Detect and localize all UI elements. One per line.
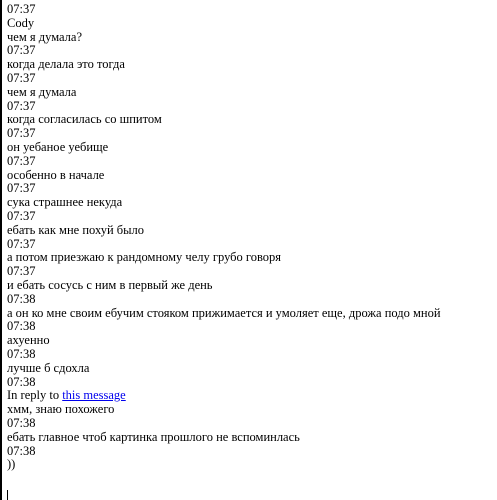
message xyxy=(7,320,493,348)
message-text: ебать главное чтоб картинка прошлого не вспоминлась xyxy=(7,430,300,444)
message xyxy=(7,127,493,155)
message xyxy=(7,3,493,44)
message xyxy=(7,376,493,417)
message xyxy=(7,72,493,100)
message-time: 07:37 xyxy=(7,154,36,168)
left-border xyxy=(0,0,2,500)
reply-prefix: In reply to xyxy=(7,389,63,403)
message-text: а потом приезжаю к рандомному челу грубо говоря xyxy=(7,251,282,265)
message xyxy=(7,210,493,238)
message-time: 07:37 xyxy=(7,127,36,141)
message xyxy=(7,182,493,210)
message-time: 07:38 xyxy=(7,444,36,458)
message xyxy=(7,293,493,321)
message xyxy=(7,348,493,376)
text-cursor xyxy=(7,490,8,500)
message-time: 07:38 xyxy=(7,375,36,389)
message-time: 07:37 xyxy=(7,3,36,16)
message-time: 07:37 xyxy=(7,237,36,251)
message-text: хмм, знаю похожего xyxy=(7,403,115,417)
message xyxy=(7,155,493,183)
message xyxy=(7,238,493,266)
message-text: он уебаное уебище xyxy=(7,140,109,154)
message-time: 07:38 xyxy=(7,347,36,361)
message xyxy=(7,265,493,293)
message-time: 07:37 xyxy=(7,182,36,196)
message xyxy=(7,445,493,473)
message-text: сука страшнее некуда xyxy=(7,196,123,210)
message xyxy=(7,417,493,445)
message-time: 07:37 xyxy=(7,265,36,279)
message-time: 07:37 xyxy=(7,209,36,223)
message-text: и ебать сосусь с ним в первый же день xyxy=(7,278,213,292)
message-text: лучше б сдохла xyxy=(7,361,90,375)
message-text: а он ко мне своим ебучим стояком прижимается и умоляет еще, дрожа подо мной xyxy=(7,306,441,320)
message-time: 07:38 xyxy=(7,292,36,306)
message-author: Cody xyxy=(7,16,35,30)
message-time: 07:38 xyxy=(7,416,36,430)
message-text: )) xyxy=(7,458,16,472)
message xyxy=(7,100,493,128)
reply-reference xyxy=(7,389,493,403)
reply-message-link[interactable]: this message xyxy=(62,389,126,403)
message xyxy=(7,44,493,72)
message-text: чем я думала? xyxy=(7,30,83,44)
message-text: особенно в начале xyxy=(7,168,105,182)
message-log xyxy=(7,3,493,472)
message-text: когда делала это тогда xyxy=(7,58,125,72)
message-text: ебать как мне похуй было xyxy=(7,223,145,237)
message-time: 07:38 xyxy=(7,320,36,334)
message-time: 07:37 xyxy=(7,44,36,58)
message-time: 07:37 xyxy=(7,99,36,113)
message-text: чем я думала xyxy=(7,85,77,99)
message-time: 07:37 xyxy=(7,71,36,85)
message-text: когда согласилась со шпитом xyxy=(7,113,162,127)
message-text: ахуенно xyxy=(7,334,50,348)
